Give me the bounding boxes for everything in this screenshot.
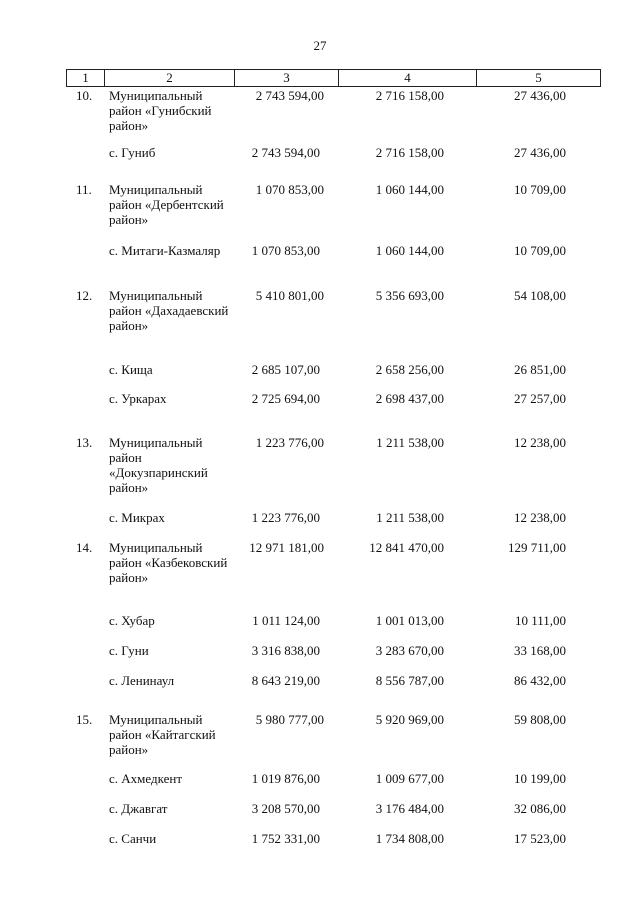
row-name: с. Митаги-Казмаляр — [109, 243, 221, 258]
row-number: 15. — [76, 712, 93, 727]
row-value-col3: 1 011 124,00 — [252, 613, 320, 628]
row-value-col3: 2 743 594,00 — [255, 88, 324, 103]
row-name: Муниципальный район «Дахадаевский район» — [109, 288, 229, 333]
row-value-col3: 8 643 219,00 — [251, 673, 320, 688]
row-value-col3: 5 980 777,00 — [255, 712, 324, 727]
header-col-3: 3 — [235, 70, 339, 86]
row-value-col3: 3 316 838,00 — [251, 643, 320, 658]
row-value-col5: 12 238,00 — [514, 435, 566, 450]
row-number: 13. — [76, 435, 93, 450]
row-value-col4: 2 716 158,00 — [375, 88, 444, 103]
row-value-col5: 10 709,00 — [514, 243, 566, 258]
row-value-col3: 12 971 181,00 — [249, 540, 324, 555]
row-value-col3: 1 223 776,00 — [251, 510, 320, 525]
row-value-col5: 32 086,00 — [514, 801, 566, 816]
row-number: 12. — [76, 288, 93, 303]
row-name: с. Ахмедкент — [109, 771, 182, 786]
header-col-2: 2 — [105, 70, 235, 86]
row-value-col5: 26 851,00 — [514, 362, 566, 377]
row-name: с. Микрах — [109, 510, 165, 525]
row-value-col4: 12 841 470,00 — [369, 540, 444, 555]
row-value-col3: 1 752 331,00 — [251, 831, 320, 846]
row-name: Муниципальный район «Дербентский район» — [109, 182, 224, 227]
row-value-col3: 2 685 107,00 — [251, 362, 320, 377]
row-value-col5: 86 432,00 — [514, 673, 566, 688]
row-name: с. Гуни — [109, 643, 149, 658]
row-name: с. Джавгат — [109, 801, 168, 816]
row-value-col4: 1 060 144,00 — [375, 243, 444, 258]
row-name: Муниципальный район «Докузпаринский район» — [109, 435, 208, 495]
header-col-4: 4 — [339, 70, 477, 86]
row-value-col3: 2 743 594,00 — [251, 145, 320, 160]
row-value-col4: 3 283 670,00 — [375, 643, 444, 658]
row-value-col3: 1 070 853,00 — [255, 182, 324, 197]
row-value-col4: 1 009 677,00 — [375, 771, 444, 786]
row-value-col5: 12 238,00 — [514, 510, 566, 525]
row-number: 11. — [76, 182, 92, 197]
row-name: с. Уркарах — [109, 391, 167, 406]
row-value-col4: 2 698 437,00 — [375, 391, 444, 406]
row-name: с. Гуниб — [109, 145, 156, 160]
row-value-col5: 10 111,00 — [514, 613, 566, 628]
header-col-1: 1 — [67, 70, 105, 86]
row-name: Муниципальный район «Кайтагский район» — [109, 712, 216, 757]
row-value-col3: 1 019 876,00 — [251, 771, 320, 786]
row-value-col4: 1 211 538,00 — [376, 510, 444, 525]
row-value-col4: 5 356 693,00 — [375, 288, 444, 303]
row-name: Муниципальный район «Гунибский район» — [109, 88, 212, 133]
row-name: с. Санчи — [109, 831, 157, 846]
row-value-col5: 17 523,00 — [514, 831, 566, 846]
row-name: с. Хубар — [109, 613, 155, 628]
row-value-col4: 3 176 484,00 — [375, 801, 444, 816]
row-value-col5: 27 436,00 — [514, 88, 566, 103]
row-name: с. Кища — [109, 362, 153, 377]
row-value-col3: 5 410 801,00 — [255, 288, 324, 303]
row-name: Муниципальный район «Казбековский район» — [109, 540, 228, 585]
row-value-col3: 2 725 694,00 — [251, 391, 320, 406]
row-value-col4: 2 658 256,00 — [375, 362, 444, 377]
row-value-col5: 54 108,00 — [514, 288, 566, 303]
row-value-col5: 27 257,00 — [514, 391, 566, 406]
row-value-col4: 1 734 808,00 — [375, 831, 444, 846]
row-value-col3: 1 223 776,00 — [255, 435, 324, 450]
header-col-5: 5 — [535, 70, 542, 85]
row-number: 10. — [76, 88, 93, 103]
row-value-col5: 59 808,00 — [514, 712, 566, 727]
row-value-col5: 10 709,00 — [514, 182, 566, 197]
row-name: с. Ленинаул — [109, 673, 175, 688]
row-value-col5: 27 436,00 — [514, 145, 566, 160]
row-value-col4: 5 920 969,00 — [375, 712, 444, 727]
row-value-col4: 1 211 538,00 — [376, 435, 444, 450]
row-value-col3: 3 208 570,00 — [251, 801, 320, 816]
row-value-col5: 33 168,00 — [514, 643, 566, 658]
page-number: 27 — [313, 38, 327, 53]
row-value-col4: 1 001 013,00 — [375, 613, 444, 628]
row-value-col3: 1 070 853,00 — [251, 243, 320, 258]
row-value-col4: 1 060 144,00 — [375, 182, 444, 197]
row-value-col4: 2 716 158,00 — [375, 145, 444, 160]
row-value-col5: 10 199,00 — [514, 771, 566, 786]
row-number: 14. — [76, 540, 93, 555]
row-value-col5: 129 711,00 — [507, 540, 566, 555]
row-value-col4: 8 556 787,00 — [375, 673, 444, 688]
